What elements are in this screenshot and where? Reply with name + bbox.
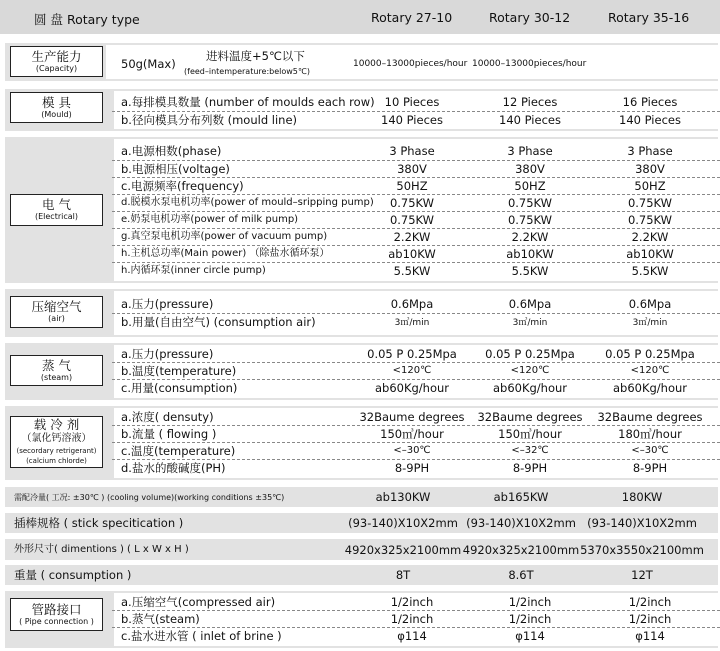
cooling-v3: 180KW	[621, 490, 663, 504]
steam-label-a: a.压力(pressure)	[121, 347, 214, 361]
elec-h2-v2: 5.5KW	[511, 264, 549, 278]
elec-label-a: a.电源相数(phase)	[121, 144, 222, 158]
refr-label-a: a.浓度( densuty)	[121, 410, 214, 424]
pipe-c-v2: φ114	[515, 629, 545, 643]
refr-a-v2: 32Baume degrees	[477, 410, 583, 424]
capacity-range-2: 10000–13000pieces/hour	[472, 59, 587, 69]
header-bar	[0, 0, 720, 34]
refr-label-c: c.温度(temperature)	[121, 444, 236, 458]
pipe-group-label: 管路接口 ( Pipe connection )	[10, 598, 103, 631]
air-a-v3: 0.6Mpa	[628, 297, 672, 311]
elec-a-v1: 3 Phase	[389, 144, 435, 158]
elec-h2-v3: 5.5KW	[631, 264, 669, 278]
elec-c-v1: 50HZ	[396, 179, 428, 193]
steam-group-label: 蒸 气 (steam)	[10, 355, 103, 386]
pipe-c-v1: φ114	[397, 629, 427, 643]
pipe-a-v1: 1/2inch	[390, 595, 434, 609]
steam-b-v2: <120℃	[510, 365, 550, 376]
mould-b-v2: 140 Pieces	[499, 113, 561, 127]
elec-label-d: d.脱模水泵电机功率(power of mould–sripping pump)	[121, 197, 374, 208]
elec-g-v3: 2.2KW	[631, 230, 669, 244]
air-a-v2: 0.6Mpa	[508, 297, 552, 311]
elec-e-v2: 0.75KW	[507, 213, 553, 227]
dimensions-label: 外形尺寸( dimentions ) ( L x W x H )	[14, 544, 189, 555]
stick-v2: (93-140)X10X2mm	[466, 516, 576, 530]
model-header-3: Rotary 35-16	[608, 10, 690, 25]
steam-c-v1: ab60Kg/hour	[374, 381, 450, 395]
air-label-b: b.用量(自由空气) (consumption air)	[121, 315, 316, 329]
mould-group-label: 模 具 (Mould)	[10, 92, 103, 123]
steam-b-v1: <120℃	[392, 365, 432, 376]
refrigerant-group-label: 载 冷 剂 （氯化钙溶液） (secordary retrigerant) (calcium chlorde)	[10, 416, 103, 468]
pipe-label-b: b.蒸气(steam)	[121, 612, 200, 626]
refr-d-v2: 8-9PH	[512, 461, 548, 475]
air-a-v1: 0.6Mpa	[390, 297, 434, 311]
elec-label-h1: h.主机总功率(Main power) （除盐水循环泵）	[121, 248, 330, 259]
steam-c-v2: ab60Kg/hour	[492, 381, 568, 395]
refr-b-v1: 150㎥/hour	[380, 427, 444, 441]
refr-a-v1: 32Baume degrees	[359, 410, 465, 424]
steam-a-v3: 0.05 P 0.25Mpa	[605, 347, 695, 361]
elec-a-v3: 3 Phase	[627, 144, 673, 158]
dimensions-v3: 5370x3550x2100mm	[580, 543, 704, 557]
cooling-label: 需配冷量( 工况: ±30℃ ) (cooling volume)(working conditions ±35℃)	[14, 493, 285, 502]
elec-label-h2: h.内循环泵(inner circle pump)	[121, 265, 266, 276]
elec-e-v3: 0.75KW	[627, 213, 673, 227]
table-title: 圆 盘 Rotary type	[34, 12, 140, 27]
elec-h1-v1: ab10KW	[388, 247, 436, 261]
steam-a-v1: 0.05 P 0.25Mpa	[367, 347, 457, 361]
mould-label-b: b.径向模具分布列数 (mould line)	[121, 113, 298, 127]
pipe-label-c: c.盐水进水管 ( inlet of brine )	[121, 629, 282, 643]
capacity-value: 50g(Max)	[121, 57, 176, 71]
pipe-b-v1: 1/2inch	[390, 612, 434, 626]
elec-d-v1: 0.75KW	[389, 196, 435, 210]
refr-b-v2: 150㎥/hour	[498, 427, 562, 441]
elec-g-v1: 2.2KW	[393, 230, 431, 244]
elec-label-c: c.电源频率(frequency)	[121, 179, 244, 193]
mould-a-v1: 10 Pieces	[384, 95, 440, 109]
elec-g-v2: 2.2KW	[511, 230, 549, 244]
weight-v3: 12T	[631, 568, 653, 582]
elec-b-v2: 380V	[515, 162, 545, 176]
refr-b-v3: 180㎥/hour	[618, 427, 682, 441]
mould-b-v3: 140 Pieces	[619, 113, 681, 127]
elec-h2-v1: 5.5KW	[393, 264, 431, 278]
weight-v1: 8T	[395, 568, 411, 582]
pipe-a-v3: 1/2inch	[628, 595, 672, 609]
elec-c-v2: 50HZ	[514, 179, 546, 193]
weight-label: 重量 ( consumption )	[14, 568, 132, 582]
mould-label-a: a.每排模具数量 (number of moulds each row)	[121, 95, 375, 109]
model-header-2: Rotary 30-12	[489, 10, 571, 25]
air-group-label: 压缩空气 (air)	[10, 296, 103, 328]
cooling-v2: ab165KW	[493, 490, 549, 504]
elec-h1-v2: ab10KW	[506, 247, 554, 261]
cooling-v1: ab130KW	[375, 490, 431, 504]
air-label-a: a.压力(pressure)	[121, 297, 214, 311]
elec-d-v3: 0.75KW	[627, 196, 673, 210]
stick-label: 插棒规格 ( stick specitication )	[14, 516, 184, 530]
feed-temp-en: (feed–intemperature:below5℃)	[184, 67, 310, 76]
model-header-1: Rotary 27-10	[371, 10, 453, 25]
refr-c-v1: <–30℃	[393, 445, 431, 456]
pipe-b-v2: 1/2inch	[508, 612, 552, 626]
steam-label-c: c.用量(consumption)	[121, 381, 238, 395]
dimensions-v2: 4920x325x2100mm	[462, 543, 580, 557]
capacity-group-label: 生产能力 (Capacity)	[10, 46, 103, 77]
mould-b-v1: 140 Pieces	[381, 113, 443, 127]
refr-c-v2: <–32℃	[511, 445, 549, 456]
weight-v2: 8.6T	[508, 568, 534, 582]
elec-label-b: b.电源相压(voltage)	[121, 162, 230, 176]
elec-label-g: g.真空泵电机功率(power of vacuum pump)	[121, 231, 328, 242]
elec-b-v1: 380V	[397, 162, 427, 176]
steam-label-b: b.温度(temperature)	[121, 364, 237, 378]
steam-c-v3: ab60Kg/hour	[612, 381, 688, 395]
steam-a-v2: 0.05 P 0.25Mpa	[485, 347, 575, 361]
stick-v3: (93-140)X10X2mm	[587, 516, 697, 530]
refr-c-v3: <–30℃	[631, 445, 669, 456]
stick-v1: (93-140)X10X2mm	[348, 516, 458, 530]
elec-b-v3: 380V	[635, 162, 665, 176]
refr-label-b: b.流量 ( flowing )	[121, 427, 217, 441]
refr-a-v3: 32Baume degrees	[597, 410, 703, 424]
elec-e-v1: 0.75KW	[389, 213, 435, 227]
air-b-v2: 3㎥/min	[512, 318, 548, 328]
electrical-group-label: 电 气 (Electrical)	[10, 194, 103, 226]
refr-d-v3: 8-9PH	[632, 461, 668, 475]
mould-a-v2: 12 Pieces	[502, 95, 558, 109]
air-b-v3: 3㎥/min	[632, 318, 668, 328]
elec-a-v2: 3 Phase	[507, 144, 553, 158]
feed-temp-cn: 进料温度+5℃以下	[206, 49, 305, 63]
elec-label-e: e.奶泵电机功率(power of milk pump)	[121, 214, 299, 225]
mould-a-v3: 16 Pieces	[622, 95, 678, 109]
elec-c-v3: 50HZ	[634, 179, 666, 193]
pipe-c-v3: φ114	[635, 629, 665, 643]
pipe-a-v2: 1/2inch	[508, 595, 552, 609]
dimensions-v1: 4920x325x2100mm	[344, 543, 462, 557]
elec-h1-v3: ab10KW	[626, 247, 674, 261]
capacity-range-1: 10000–13000pieces/hour	[353, 59, 468, 69]
refr-d-v1: 8-9PH	[394, 461, 430, 475]
air-b-v1: 3㎥/min	[394, 318, 430, 328]
elec-d-v2: 0.75KW	[507, 196, 553, 210]
steam-b-v3: <120℃	[630, 365, 670, 376]
refr-label-d: d.盐水的酸碱度(PH)	[121, 461, 226, 475]
pipe-b-v3: 1/2inch	[628, 612, 672, 626]
pipe-label-a: a.压缩空气(compressed air)	[121, 595, 276, 609]
